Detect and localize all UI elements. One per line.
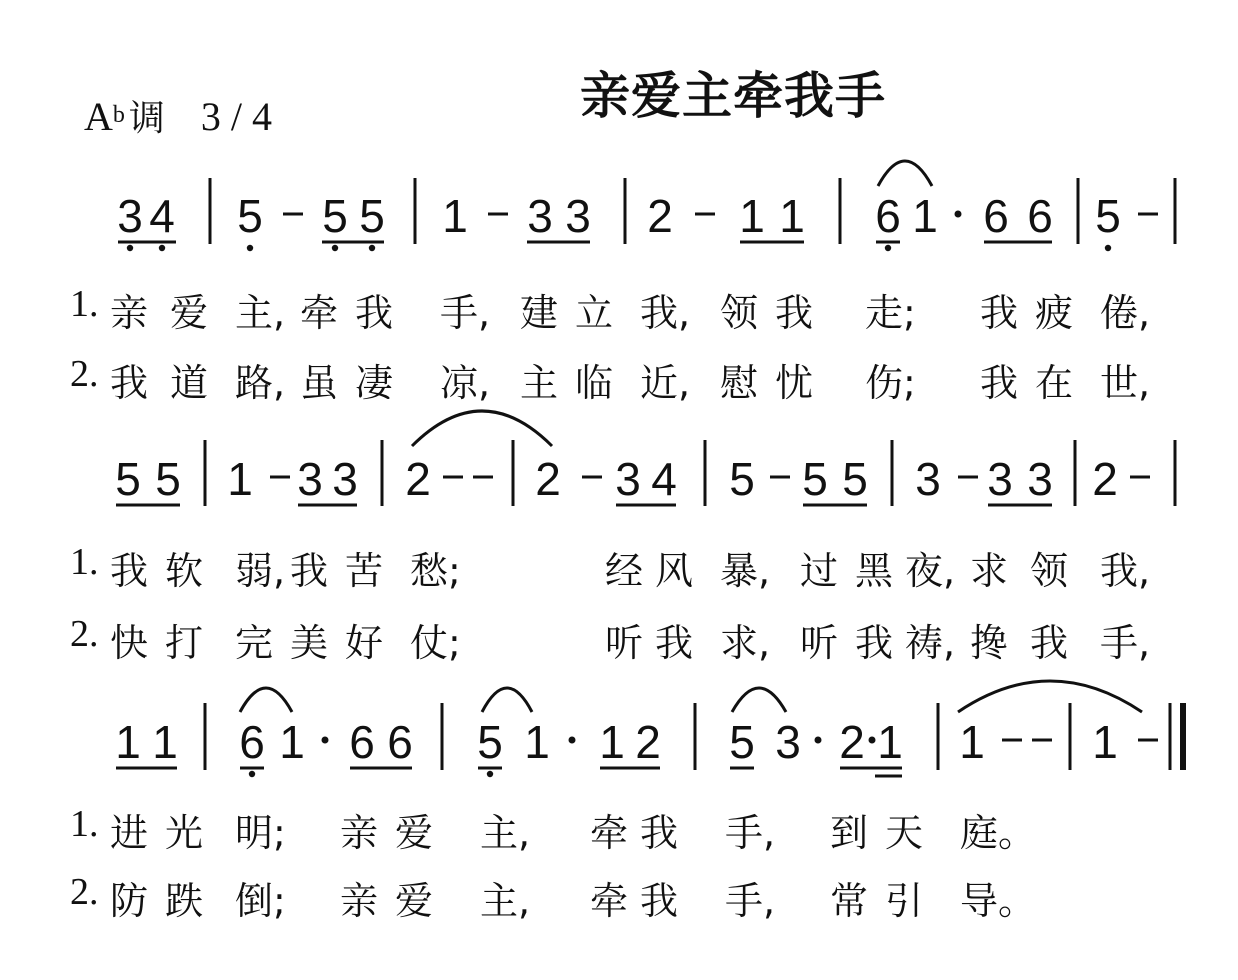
note: 2 xyxy=(1092,453,1118,505)
note: 2 xyxy=(647,190,673,242)
lyric-char: 疲 xyxy=(1035,291,1074,335)
note: 4 xyxy=(651,453,677,505)
verse-number: 2. xyxy=(70,353,99,395)
lyric-char: 手, xyxy=(725,879,776,923)
octave-dot xyxy=(1105,245,1111,251)
lyric-char: 路, xyxy=(235,361,286,405)
lyric-char: 完 xyxy=(235,621,274,665)
lyric-char: 主, xyxy=(480,879,531,923)
lyric-char: 立 xyxy=(575,291,614,335)
lyric-char: 仗; xyxy=(410,621,461,665)
time-signature: 3 / 4 xyxy=(200,94,273,139)
lyric-char: 我 xyxy=(355,291,394,335)
lyric-char: 建 xyxy=(520,291,559,335)
note: 3 xyxy=(117,190,143,242)
lyric-char: 我 xyxy=(640,879,679,923)
lyric-char: 道 xyxy=(170,361,209,405)
lyric-char: 我 xyxy=(1030,621,1069,665)
lyric-char: 世, xyxy=(1100,361,1151,405)
key-label: 调 xyxy=(128,98,165,139)
note: 6 xyxy=(983,190,1009,242)
lyric-char: 天 xyxy=(885,811,924,855)
augmentation-dot xyxy=(869,737,876,744)
lyric-char: 搀 xyxy=(970,621,1009,665)
note: 6 xyxy=(349,716,375,768)
key-letter: A xyxy=(84,94,113,139)
lyric-char: 我 xyxy=(640,811,679,855)
note: 5 xyxy=(842,453,868,505)
verse-number: 2. xyxy=(70,871,99,913)
lyric-char: 暴, xyxy=(720,549,771,593)
octave-dot xyxy=(369,245,375,251)
lyric-line-s3-v2 xyxy=(70,870,1220,923)
tie-arc xyxy=(878,161,932,186)
note: 1 xyxy=(959,716,985,768)
lyric-char: 爱 xyxy=(170,291,209,335)
lyric-char: 进 xyxy=(110,811,149,855)
lyric-char: 亲 xyxy=(110,291,149,335)
flat-sign: b xyxy=(112,102,125,128)
note: 5 xyxy=(729,453,755,505)
lyric-line-s2-v2 xyxy=(70,612,1220,665)
lyric-char: 风 xyxy=(655,549,694,593)
verse-number: 2. xyxy=(70,613,99,655)
lyric-char: 到 xyxy=(830,811,869,855)
note: 5 xyxy=(1095,190,1121,242)
lyric-char: 引 xyxy=(885,879,924,923)
lyric-line-s3-v1 xyxy=(70,802,1220,855)
note: 1 xyxy=(599,716,625,768)
lyric-char: 倒; xyxy=(235,879,286,923)
lyric-char: 导。 xyxy=(960,879,1037,923)
verse-number: 1. xyxy=(70,541,99,583)
lyric-char: 弱, xyxy=(235,549,286,593)
lyric-char: 主, xyxy=(235,291,286,335)
note: 1 xyxy=(1092,716,1118,768)
lyric-char: 忧 xyxy=(775,361,814,405)
note: 3 xyxy=(297,453,323,505)
tie-arc xyxy=(412,411,552,446)
lyric-char: 夜, xyxy=(905,549,956,593)
note: 2 xyxy=(839,716,865,768)
note: 1 xyxy=(279,716,305,768)
note: 1 xyxy=(524,716,550,768)
lyric-char: 慰 xyxy=(720,361,759,405)
lyric-char: 手, xyxy=(440,291,491,335)
lyric-char: 过 xyxy=(800,549,839,593)
augmentation-dot xyxy=(955,211,962,218)
lyric-char: 防 xyxy=(110,879,149,923)
lyric-char: 牵 xyxy=(300,291,339,335)
lyric-char: 我, xyxy=(1100,549,1151,593)
note: 2 xyxy=(635,716,661,768)
note: 5 xyxy=(802,453,828,505)
note: 3 xyxy=(915,453,941,505)
note: 6 xyxy=(387,716,413,768)
lyric-char: 我 xyxy=(110,549,149,593)
octave-dot xyxy=(885,245,891,251)
lyric-char: 跌 xyxy=(165,879,204,923)
note: 3 xyxy=(332,453,358,505)
lyric-char: 临 xyxy=(575,361,614,405)
verse-number: 1. xyxy=(70,803,99,845)
lyric-char: 牵 xyxy=(590,811,629,855)
lyric-char: 主 xyxy=(520,361,559,405)
lyric-char: 手, xyxy=(725,811,776,855)
octave-dot xyxy=(159,245,165,251)
lyric-char: 我 xyxy=(855,621,894,665)
lyric-char: 求 xyxy=(970,549,1009,593)
tie-arc xyxy=(732,688,786,712)
lyric-char: 凄 xyxy=(355,361,394,405)
augmentation-dot xyxy=(569,737,576,744)
lyric-char: 我 xyxy=(655,621,694,665)
note: 5 xyxy=(477,716,503,768)
lyric-char: 手, xyxy=(1100,621,1151,665)
octave-dot xyxy=(249,771,255,777)
song-title: 亲爱主牵我手 xyxy=(580,67,886,125)
lyric-char: 近, xyxy=(640,361,691,405)
lyric-char: 听 xyxy=(605,621,644,665)
lyric-char: 美 xyxy=(290,621,329,665)
lyric-char: 好 xyxy=(345,621,384,665)
note: 6 xyxy=(239,716,265,768)
lyric-char: 亲 xyxy=(340,879,379,923)
lyric-char: 牵 xyxy=(590,879,629,923)
lyric-char: 凉, xyxy=(440,361,491,405)
note: 5 xyxy=(322,190,348,242)
lyric-char: 我 xyxy=(290,549,329,593)
note: 2 xyxy=(405,453,431,505)
lyric-char: 我 xyxy=(110,361,149,405)
lyric-char: 经 xyxy=(605,549,644,593)
augmentation-dot xyxy=(815,737,822,744)
lyric-char: 在 xyxy=(1035,361,1074,405)
lyric-char: 愁; xyxy=(410,549,461,593)
lyric-char: 明; xyxy=(235,811,286,855)
note: 1 xyxy=(912,190,938,242)
note: 1 xyxy=(877,716,903,768)
note: 5 xyxy=(155,453,181,505)
note: 3 xyxy=(527,190,553,242)
note: 3 xyxy=(987,453,1013,505)
note: 5 xyxy=(359,190,385,242)
lyric-char: 我 xyxy=(980,361,1019,405)
lyric-char: 主, xyxy=(480,811,531,855)
note: 2 xyxy=(535,453,561,505)
note: 6 xyxy=(875,190,901,242)
note: 5 xyxy=(115,453,141,505)
lyric-char: 听 xyxy=(800,621,839,665)
note: 5 xyxy=(729,716,755,768)
octave-dot xyxy=(247,245,253,251)
tie-arc xyxy=(482,688,532,712)
tie-arc xyxy=(240,688,292,712)
octave-dot xyxy=(127,245,133,251)
lyric-char: 亲 xyxy=(340,811,379,855)
lyric-line-s1-v1 xyxy=(70,282,1220,335)
lyric-line-s2-v1 xyxy=(70,540,1220,593)
note: 3 xyxy=(615,453,641,505)
lyric-char: 我 xyxy=(775,291,814,335)
lyric-char: 我 xyxy=(980,291,1019,335)
lyric-char: 求, xyxy=(720,621,771,665)
lyric-char: 祷, xyxy=(905,621,956,665)
lyric-char: 苦 xyxy=(345,549,384,593)
lyric-char: 爱 xyxy=(395,879,434,923)
octave-dot xyxy=(487,771,493,777)
octave-dot xyxy=(332,245,338,251)
note: 1 xyxy=(779,190,805,242)
lyric-char: 领 xyxy=(1030,549,1069,593)
lyric-char: 虽 xyxy=(300,361,339,405)
lyric-char: 倦, xyxy=(1100,291,1151,335)
note: 1 xyxy=(227,453,253,505)
lyric-line-s1-v2 xyxy=(70,352,1220,405)
verse-number: 1. xyxy=(70,283,99,325)
lyric-char: 快 xyxy=(110,621,149,665)
note: 3 xyxy=(775,716,801,768)
lyric-char: 庭。 xyxy=(960,811,1037,855)
note: 1 xyxy=(739,190,765,242)
lyric-char: 黑 xyxy=(855,549,894,593)
lyric-char: 打 xyxy=(165,621,204,665)
lyric-char: 光 xyxy=(165,811,204,855)
augmentation-dot xyxy=(322,737,329,744)
lyric-char: 领 xyxy=(720,291,759,335)
note: 1 xyxy=(152,716,178,768)
note: 1 xyxy=(442,190,468,242)
note: 5 xyxy=(237,190,263,242)
lyric-char: 我, xyxy=(640,291,691,335)
note: 3 xyxy=(565,190,591,242)
note: 4 xyxy=(149,190,175,242)
lyric-char: 常 xyxy=(830,879,869,923)
lyric-char: 爱 xyxy=(395,811,434,855)
tie-arc xyxy=(958,681,1142,712)
lyric-char: 软 xyxy=(165,549,204,593)
note: 3 xyxy=(1027,453,1053,505)
lyric-char: 伤; xyxy=(865,361,916,405)
lyric-char: 走; xyxy=(865,291,916,335)
note: 6 xyxy=(1027,190,1053,242)
note: 1 xyxy=(115,716,141,768)
